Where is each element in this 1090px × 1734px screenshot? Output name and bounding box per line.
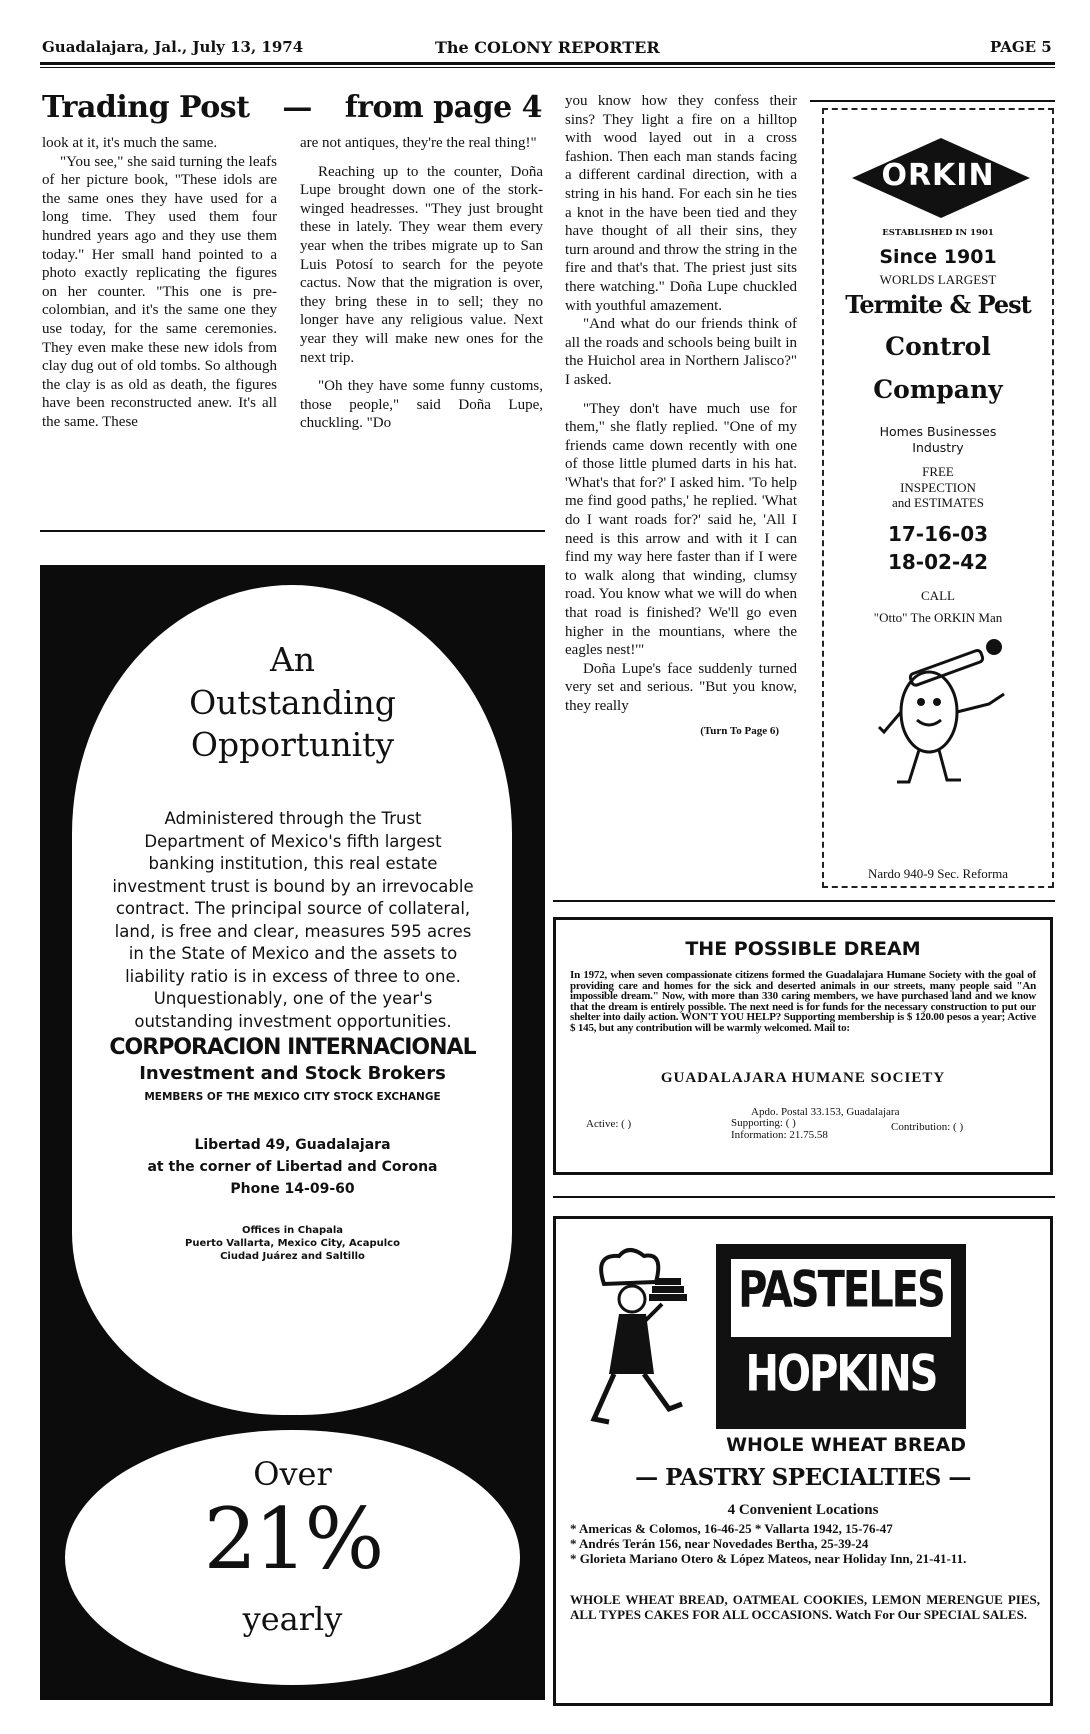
- pasteles-loc2: * Andrés Terán 156, near Novedades Bertha, 25-39-24: [570, 1536, 869, 1551]
- headline-right: from page 4: [344, 90, 542, 125]
- address-1: Libertad 49, Guadalajara: [194, 1137, 391, 1153]
- orkin-worlds: WORLDS LARGEST: [879, 272, 997, 287]
- offices-2: Puerto Vallarta, Mexico City, Acapulco: [185, 1238, 400, 1249]
- article-column-1: [42, 134, 277, 432]
- masthead: The COLONY REPORTER: [435, 38, 660, 57]
- ad-body: Administered through the Trust Department of Mexico's fifth largest banking institution, this real estate investment trust is bound by an irrevocable contract. The principal source of collateral, land, is free and clear, measures 595 acres in the State of Mexico and the assets to liability ratio is in excess of three to one. Unquestionably, one of the year's outstanding investment opportunities.: [112, 809, 474, 1031]
- humane-contribution: Contribution: ( ): [891, 1121, 964, 1133]
- pasteles-loc1: * Americas & Colomos, 16-46-25 * Vallarta 1942, 15-76-47: [570, 1521, 893, 1536]
- article-column-2: [300, 134, 543, 433]
- company-name: CORPORACION INTERNACIONAL: [109, 1035, 476, 1060]
- ad-title-3: Opportunity: [190, 725, 395, 764]
- company-subtitle: Investment and Stock Brokers: [139, 1063, 446, 1084]
- orkin-industry: Industry: [912, 440, 964, 455]
- orkin-top-rule: [810, 100, 1055, 102]
- offices-1: Offices in Chapala: [241, 1225, 344, 1236]
- orkin-address: Nardo 940-9 Sec. Reforma: [867, 866, 1009, 881]
- pasteles-bread: WHOLE WHEAT BREAD: [726, 1434, 966, 1456]
- article-headline: [42, 90, 542, 125]
- address-2: at the corner of Libertad and Corona: [147, 1159, 438, 1175]
- paragraph: Doña Lupe's face suddenly turned very set and serious. "But you know, they really: [565, 660, 797, 714]
- over-label: Over: [253, 1455, 332, 1493]
- humane-org: GUADALAJARA HUMANE SOCIETY: [660, 1070, 946, 1086]
- paragraph: you know how they confess their sins? They light a fire on a hilltop with wood layed out in a cross fashion. Then each man stands facing a different cardinal direction, with a string in his hand. For each sin he ties a knot in the have been tied and they have thought of all their sins, they turn around and throw the string in the fire and that's that. The priest just sits there watching." Doña Lupe chuckled with youthful amazement.: [565, 93, 797, 314]
- paragraph: are not antiques, they're the real thing!": [300, 135, 537, 151]
- dateline: Guadalajara, Jal., July 13, 1974: [42, 38, 304, 56]
- corporacion-ad: [40, 565, 545, 1700]
- phone: Phone 14-09-60: [230, 1181, 355, 1197]
- paragraph: "And what do our friends think of all the roads and schools being built in the Huichol area in Northern Jalisco?" I asked.: [565, 316, 797, 388]
- orkin-line1: Termite & Pest: [845, 290, 1031, 319]
- header-rule-thin: [40, 67, 1055, 68]
- humane-top-rule: [553, 900, 1055, 902]
- yearly-label: yearly: [242, 1600, 343, 1638]
- pasteles-footer: WHOLE WHEAT BREAD, OATMEAL COOKIES, LEMON MERENGUE PIES, ALL TYPES CAKES FOR ALL OCCASIONS. Watch For Our SPECIAL SALES.: [570, 1592, 1040, 1622]
- orkin-free: FREE: [922, 464, 954, 479]
- pasteles-locations: 4 Convenient Locations: [727, 1502, 879, 1518]
- humane-supporting: Supporting: ( ): [731, 1117, 796, 1129]
- orkin-established: ESTABLISHED IN 1901: [882, 228, 994, 238]
- orkin-line3: Company: [873, 375, 1003, 404]
- paragraph: "Oh they have some funny customs, those people," said Doña Lupe, chuckling. "Do: [300, 378, 543, 432]
- header-rule: [40, 62, 1055, 65]
- humane-ad: [553, 917, 1053, 1175]
- orkin-since: Since 1901: [879, 246, 997, 268]
- members-line: MEMBERS OF THE MEXICO CITY STOCK EXCHANGE: [144, 1091, 441, 1103]
- article-column-3: [565, 92, 797, 740]
- orkin-line2: Control: [885, 332, 991, 361]
- orkin-ad: [822, 108, 1054, 888]
- pasteles-top-rule: [553, 1196, 1055, 1198]
- pasteles-specialties: — PASTRY SPECIALTIES —: [635, 1464, 971, 1491]
- orkin-estimates: and ESTIMATES: [891, 495, 985, 510]
- humane-apdo: Apdo. Postal 33.153, Guadalajara: [751, 1106, 900, 1118]
- humane-active: Active: ( ): [586, 1118, 632, 1130]
- pasteles-loc3: * Glorieta Mariano Otero & López Mateos, near Holiday Inn, 21-41-11.: [570, 1551, 967, 1566]
- paragraph: look at it, it's much the same.: [42, 135, 218, 151]
- paragraph: "They don't have much use for them," she flatly replied. "One of my friends came down recently with one of those little plumed darts in his hat. 'What's that for?' I asked him. 'To help me find good paths,' he replied. 'What do I want roads for?' said he, 'All I need is this arrow and with it I can find my way here faster than if I were to walk along that winding, clumsy road. You know what we will do when that road is finished? We'll go even higher in the mountians, where the eagles nest!'": [565, 400, 797, 659]
- orkin-man-icon: [869, 632, 1019, 792]
- pasteles-ad: [553, 1216, 1053, 1706]
- pasteles-name-1: PASTELES: [738, 1261, 944, 1319]
- orkin-call: CALL: [921, 588, 955, 603]
- humane-body: In 1972, when seven compassionate citizens formed the Guadalajara Humane Society with the goal of providing care and homes for the sick and deserted animals in our streets, many people said "An impossible dream." Now, with more than 330 caring members, we have purchased land and we know that the dream is entirely possible. The next need is for funds for the necessary construction to put our shelter into daily action. WON'T YOU HELP? Supporting membership is $ 120.00 pesos a year; Active $ 145, but any contribution will be warmly welcomed. Mail to:: [570, 969, 1036, 1034]
- rate-value: 21%: [203, 1490, 382, 1588]
- paragraph: "You see," she said turning the leafs of her picture book, "These idols are the same ones they have used for a long time. They used them four hundred years ago and they use them today." Her small hand pointed to a photo exactly replicating the figures on her counter. "This one is pre-colombian, and it's the same one they use today, for the same ceremonies. They even make these new idols from clay dug out of old tombs. So although the clay is as old as death, the figures have been reconstructed anew. It's all the same. These: [42, 153, 277, 430]
- ad-title-2: Outstanding: [189, 683, 396, 722]
- continued-line: (Turn To Page 6): [700, 724, 779, 737]
- headline-dash: —: [282, 90, 312, 125]
- headline-left: Trading Post: [42, 90, 250, 125]
- orkin-otto: "Otto" The ORKIN Man: [873, 610, 1003, 625]
- offices-3: Ciudad Juárez and Saltillo: [220, 1251, 365, 1262]
- paragraph: Reaching up to the counter, Doña Lupe brought down one of the stork-winged headresses. "They just brought these in lately. They wear them every year when the tribes migrate up to San Luis Potosí to search for the peyote cactus. Now that the migration is over, they bring these in to sell; they no longer have any religious value. Next year they will make new ones for the next trip.: [300, 163, 543, 366]
- article-bottom-rule: [40, 530, 545, 532]
- orkin-inspection: INSPECTION: [900, 480, 976, 495]
- orkin-homes: Homes Businesses: [879, 424, 997, 439]
- page-number: PAGE 5: [990, 38, 1052, 56]
- chef-icon: [584, 1244, 694, 1444]
- pasteles-name-2: HOPKINS: [745, 1345, 937, 1403]
- orkin-logo: ORKIN: [881, 158, 995, 193]
- orkin-phone2: 18-02-42: [887, 550, 989, 574]
- orkin-phone1: 17-16-03: [887, 522, 989, 546]
- humane-information: Information: 21.75.58: [731, 1129, 828, 1141]
- humane-title: THE POSSIBLE DREAM: [685, 938, 921, 960]
- ad-title-1: An: [269, 640, 316, 679]
